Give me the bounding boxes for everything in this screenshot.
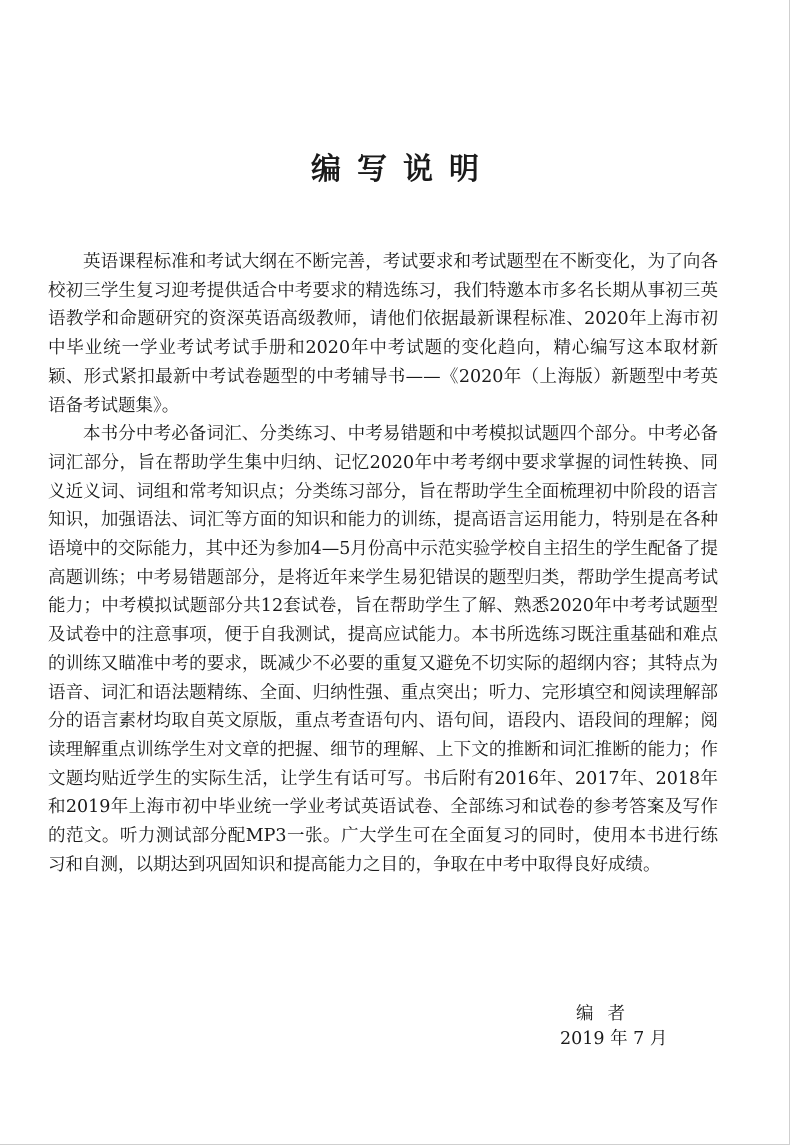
paragraph-contents: 本书分中考必备词汇、分类练习、中考易错题和中考模拟试题四个部分。中考必备词汇部分，旨在帮助学生集中归纳、记忆2020年中考考纲中要求掌握的词性转换、同义近义词、词组和常考知识点；分类练习部分，旨在帮助学生全面梳理初中阶段的语言知识，加强语法、词汇等方面的知识和能力的训练，提高语言运用能力，特别是在各种语境中的交际能力，其中还为参加4—5月份高中示范实验学校自主招生的学生配备了提高题训练；中考易错题部分，是将近年来学生易犯错误的题型归类，帮助学生提高考试能力；中考模拟试题部分共12套试卷，旨在帮助学生了解、熟悉2020年中考考试题型及试卷中的注意事项，便于自我测试，提高应试能力。本书所选练习既注重基础和难点的训练又瞄准中考的要求，既减少不必要的重复又避免不切实际的超纲内容；其特点为语音、词汇和语法题精练、全面、归纳性强、重点突出；听力、完形填空和阅读理解部分的语言素材均取自英文原版，重点考查语句内、语句间，语段内、语段间的理解；阅读理解重点训练学生对文章的把握、细节的理解、上下文的推断和词汇推断的能力；作文题均贴近学生的实际生活，让学生有话可写。书后附有2016年、2017年、2018年和2019年上海市初中毕业统一学业考试英语试卷、全部练习和试卷的参考答案及写作的范文。听力测试部分配MP3一张。广大学生可在全面复习的同时，使用本书进行练习和自测，以期达到巩固知识和提高能力之目的，争取在中考中取得良好成绩。 bbox=[48, 424, 718, 875]
document-body bbox=[48, 248, 718, 879]
signature-author: 编者 bbox=[576, 1004, 639, 1024]
signature-date: 2019 年 7 月 bbox=[560, 1029, 668, 1049]
paragraph-intro: 英语课程标准和考试大纲在不断完善，考试要求和考试题型在不断变化，为了向各校初三学生复习迎考提供适合中考要求的精选练习，我们特邀本市多名长期从事初三英语教学和命题研究的资深英语高级教师，请他们依据最新课程标准、2020年上海市初中毕业统一学业考试考试手册和2020年中考试题的变化趋向，精心编写这本取材新颖、形式紧扣最新中考试卷题型的中考辅导书——《2020年（上海版）新题型中考英语备考试题集》。 bbox=[48, 252, 718, 416]
page-title: 编写说明 bbox=[311, 152, 495, 187]
